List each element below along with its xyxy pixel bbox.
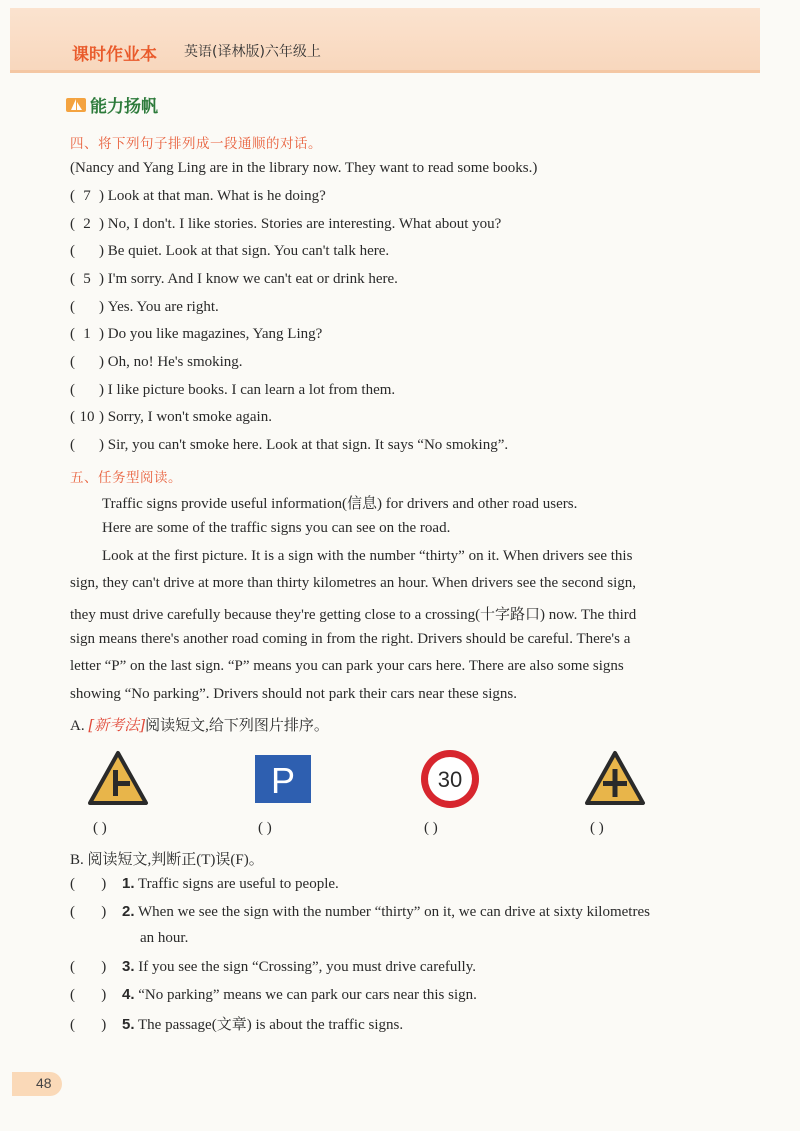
passage-line: they must drive carefully because they're getting close to a crossing(十字路口) now. The third xyxy=(70,607,637,623)
answer-blank[interactable]: ( ) xyxy=(590,820,604,836)
header-title: 课时作业本 xyxy=(72,45,157,65)
tf-text: “No parking” means we can park our cars near this sign. xyxy=(138,987,477,1003)
order-text: No, I don't. I like stories. Stories are interesting. What about you? xyxy=(107,216,502,232)
task-b-instruction: B. 阅读短文,判断正(T)误(F)。 xyxy=(70,852,264,868)
tf-text-continued: an hour. xyxy=(140,930,189,946)
tf-row[interactable]: ( ) 2. When we see the sign with the number “thirty” on it, we can drive at sixty kilometres xyxy=(70,903,650,920)
order-answer[interactable]: 7 xyxy=(83,188,91,204)
answer-blank[interactable]: ( ) xyxy=(258,820,272,836)
answer-blank[interactable]: ( ) xyxy=(93,820,107,836)
passage-line: Traffic signs provide useful information(信息) for drivers and other road users. xyxy=(102,496,578,512)
passage-line: Look at the first picture. It is a sign with the number “thirty” on it. When drivers see this xyxy=(102,548,633,564)
task-a-prefix: A. xyxy=(70,718,85,734)
order-text: Yes. You are right. xyxy=(107,299,219,315)
parking-letter: P xyxy=(270,760,296,801)
passage-line: sign means there's another road coming in from the right. Drivers should be careful. There's a xyxy=(70,631,631,647)
order-text: I'm sorry. And I know we can't eat or drink here. xyxy=(107,271,398,287)
order-row[interactable]: ( 1 ) Do you like magazines, Yang Ling? xyxy=(70,326,323,342)
tf-number: 5. xyxy=(122,1016,135,1033)
order-answer[interactable]: 5 xyxy=(83,271,91,287)
passage-line: showing “No parking”. Drivers should not park their cars near these signs. xyxy=(70,686,517,702)
tf-text: Traffic signs are useful to people. xyxy=(138,876,339,892)
header-subtitle: 英语(译林版)六年级上 xyxy=(184,44,321,60)
task-a-label xyxy=(70,714,329,735)
order-row[interactable]: ( ) Sir, you can't smoke here. Look at that sign. It says “No smoking”. xyxy=(70,437,509,453)
part4-intro: (Nancy and Yang Ling are in the library now. They want to read some books.) xyxy=(70,160,538,176)
order-text: Sorry, I won't smoke again. xyxy=(107,409,272,425)
part5-heading: 五、任务型阅读。 xyxy=(70,470,182,486)
order-row[interactable]: ( ) Yes. You are right. xyxy=(70,299,219,315)
order-answer[interactable]: 10 xyxy=(79,409,95,425)
tf-number: 2. xyxy=(122,903,135,920)
section-title xyxy=(66,92,158,117)
order-answer[interactable]: 2 xyxy=(83,216,91,232)
order-row[interactable]: ( ) Be quiet. Look at that sign. You can't talk here. xyxy=(70,243,390,259)
tf-text: The passage(文章) is about the traffic signs. xyxy=(138,1017,404,1033)
order-text: Sir, you can't smoke here. Look at that sign. It says “No smoking”. xyxy=(107,437,509,453)
crossing-sign-icon xyxy=(584,750,646,806)
answer-blank[interactable]: ( ) xyxy=(424,820,438,836)
task-a-instruction: 阅读短文,给下列图片排序。 xyxy=(145,718,329,734)
tf-number: 1. xyxy=(122,875,135,892)
order-row[interactable]: ( ) Oh, no! He's smoking. xyxy=(70,354,243,370)
speed-limit-number: 30 xyxy=(437,767,463,792)
order-text: Be quiet. Look at that sign. You can't talk here. xyxy=(107,243,390,259)
order-text: Do you like magazines, Yang Ling? xyxy=(107,326,323,342)
order-row[interactable]: ( 10 ) Sorry, I won't smoke again. xyxy=(70,409,272,425)
speed-limit-sign-icon xyxy=(419,748,481,810)
order-text: Oh, no! He's smoking. xyxy=(107,354,243,370)
page-number: 48 xyxy=(36,1075,52,1091)
tf-text: If you see the sign “Crossing”, you must drive carefully. xyxy=(138,959,476,975)
order-row[interactable]: ( ) I like picture books. I can learn a lot from them. xyxy=(70,382,396,398)
new-method-tag: [新考法] xyxy=(88,716,146,734)
tf-row[interactable]: ( ) 5. The passage(文章) is about the traffic signs. xyxy=(70,1016,404,1033)
order-text: I like picture books. I can learn a lot from them. xyxy=(107,382,396,398)
tf-row[interactable]: ( ) 3. If you see the sign “Crossing”, you must drive carefully. xyxy=(70,958,476,975)
order-answer[interactable]: 1 xyxy=(83,326,91,342)
tf-row[interactable]: ( ) 4. “No parking” means we can park our cars near this sign. xyxy=(70,986,477,1003)
tf-text: When we see the sign with the number “thirty” on it, we can drive at sixty kilometres xyxy=(138,904,650,920)
tf-number: 3. xyxy=(122,958,135,975)
order-row[interactable]: ( 7 ) Look at that man. What is he doing? xyxy=(70,188,326,204)
tf-row[interactable]: ( ) 1. Traffic signs are useful to people. xyxy=(70,875,339,892)
part4-heading: 四、将下列句子排列成一段通顺的对话。 xyxy=(70,136,322,152)
side-road-sign-icon xyxy=(87,750,149,806)
sail-icon xyxy=(66,96,86,114)
passage-line: letter “P” on the last sign. “P” means you can park your cars here. There are also some signs xyxy=(70,658,624,674)
passage-line: sign, they can't drive at more than thirty kilometres an hour. When drivers see the second sign, xyxy=(70,575,637,591)
parking-sign-icon xyxy=(255,755,311,803)
section-label: 能力扬帆 xyxy=(90,97,158,117)
order-row[interactable]: ( 2 ) No, I don't. I like stories. Stories are interesting. What about you? xyxy=(70,216,502,232)
tf-number: 4. xyxy=(122,986,135,1003)
order-text: Look at that man. What is he doing? xyxy=(107,188,326,204)
passage-line: Here are some of the traffic signs you can see on the road. xyxy=(102,520,451,536)
order-row[interactable]: ( 5 ) I'm sorry. And I know we can't eat or drink here. xyxy=(70,271,398,287)
